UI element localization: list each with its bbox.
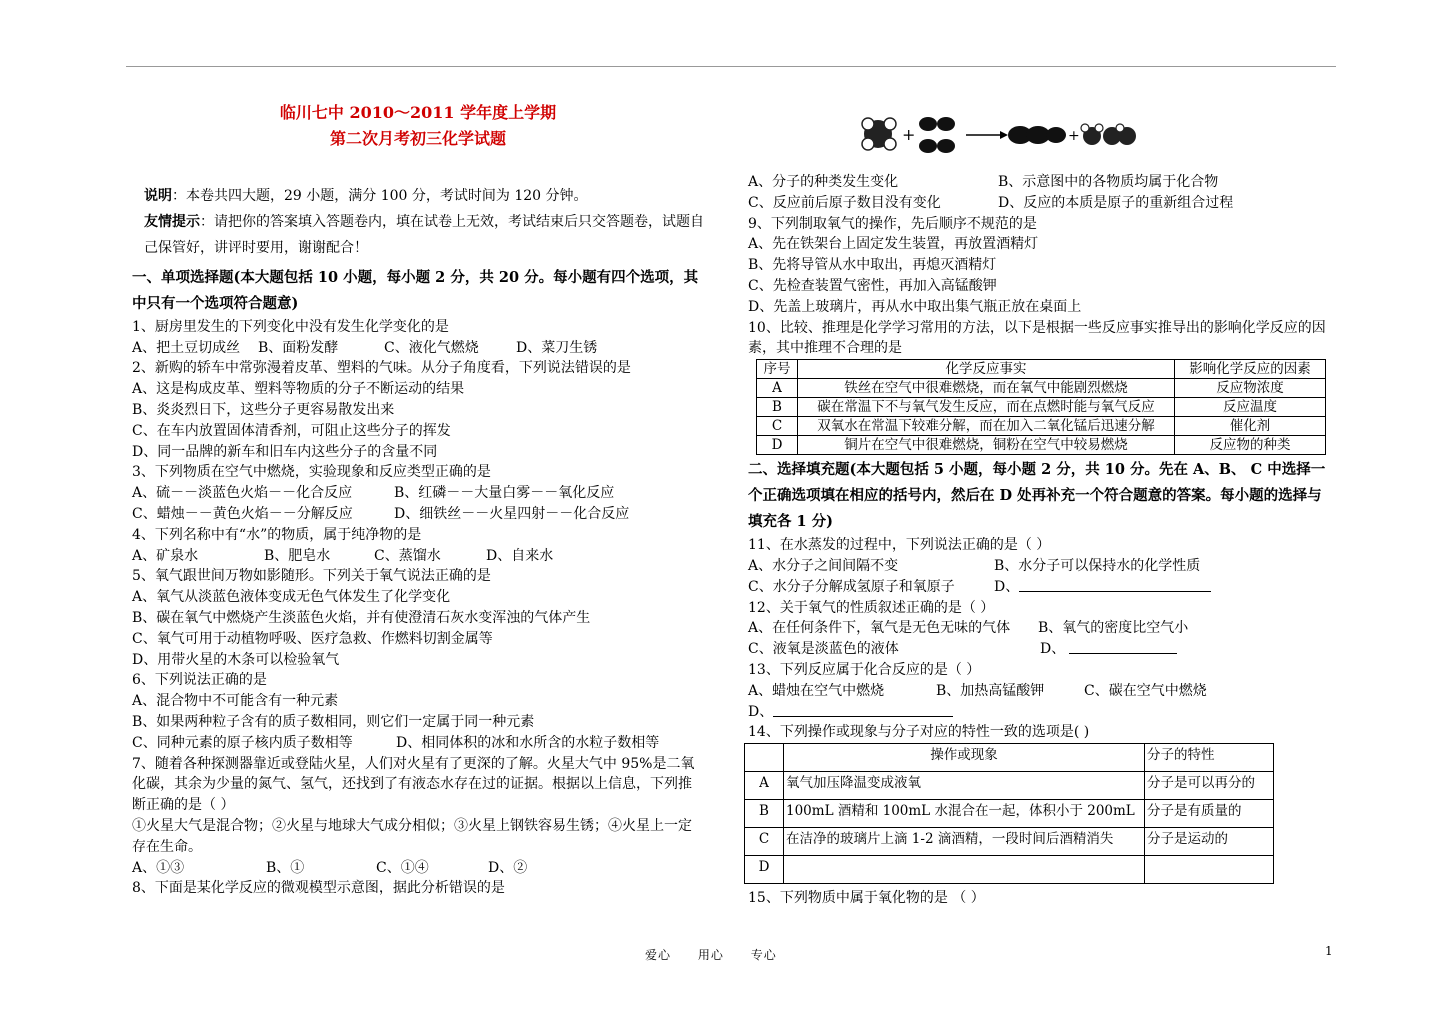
q6-option-b: B、如果两种粒子含有的质子数相同，则它们一定属于同一种元素 <box>132 713 535 730</box>
footer-text-1: 爱心 <box>645 948 672 962</box>
q7-statements: ①火星大气是混合物；②火星与地球大气成分相似；③火星上钢铁容易生锈；④火星上一定存在生命。 <box>132 817 692 855</box>
q4-option-b: B、肥皂水 <box>264 547 331 564</box>
table-cell: 铁丝在空气中很难燃烧，而在氧气中能剧烈燃烧 <box>798 379 1175 398</box>
table-cell: A <box>745 772 784 800</box>
table-cell: C <box>757 417 798 436</box>
q13-option-b: B、加热高锰酸钾 <box>936 682 1045 699</box>
q12-stem: 12、关于氧气的性质叙述正确的是（ ） <box>748 599 995 616</box>
q2-option-d: D、同一品牌的新车和旧车内这些分子的含量不同 <box>132 443 438 460</box>
exam-note <box>132 186 704 207</box>
q4-stem: 4、下列名称中有“水”的物质，属于纯净物的是 <box>132 526 422 543</box>
q3-option-a: A、硫－－淡蓝色火焰－－化合反应 <box>132 485 353 502</box>
reaction-arrow <box>966 131 1008 139</box>
q4-options <box>132 546 704 567</box>
q13-option-d: D、 <box>748 703 774 720</box>
exam-title-line1: 临川七中 2010～2011 学年度上学期 <box>279 103 557 122</box>
q7-option-b: B、① <box>266 859 305 876</box>
table-cell: 分子是有质量的 <box>1145 800 1274 828</box>
q3-options-ab <box>132 483 704 504</box>
q13-blank[interactable] <box>773 702 953 717</box>
q8-stem: 8、下面是某化学反应的微观模型示意图，据此分析错误的是 <box>132 880 505 897</box>
header-rule <box>126 66 1336 67</box>
table-row <box>757 417 1326 436</box>
section1-title: 一、单项选择题(本大题包括 10 小题，每小题 2 分，共 20 分。每小题有四个选项，其中只有一个选项符合题意) <box>132 268 699 312</box>
q1-option-b: B、面粉发酵 <box>258 339 339 356</box>
left-column <box>132 100 704 899</box>
table-row <box>757 398 1326 417</box>
q14-table <box>744 743 1274 884</box>
table-cell: B <box>757 398 798 417</box>
q5-option-c: C、氧气可用于动植物呼吸、医疗急救、作燃料切割金属等 <box>132 630 493 647</box>
q11-blank[interactable] <box>1019 577 1211 592</box>
q7-option-c: C、①④ <box>376 859 429 876</box>
footer-text-2: 用心 <box>697 948 724 962</box>
q6-options-cd <box>132 733 704 754</box>
q12-option-b: B、氧气的密度比空气小 <box>1038 620 1189 637</box>
q11-options-cd <box>748 577 1336 598</box>
q11-option-d: D、 <box>994 578 1020 595</box>
q4-option-c: C、蒸馏水 <box>374 547 441 564</box>
table-header-row <box>757 360 1326 379</box>
table-row <box>745 856 1274 884</box>
q6-stem: 6、下列说法正确的是 <box>132 672 267 689</box>
product-molecule-1 <box>1008 126 1066 144</box>
table-header-cell <box>745 744 784 772</box>
q7-option-d: D、② <box>488 859 528 876</box>
q9-option-d: D、先盖上玻璃片，再从水中取出集气瓶正放在桌面上 <box>748 298 1082 315</box>
q10-table <box>756 359 1326 455</box>
q3-option-d: D、细铁丝－－火星四射－－化合反应 <box>394 505 630 522</box>
table-cell: 反应温度 <box>1175 398 1326 417</box>
q12-option-c: C、液氧是淡蓝色的液体 <box>748 641 899 658</box>
footer-text-3: 专心 <box>750 948 777 962</box>
table-cell: A <box>757 379 798 398</box>
q9-option-c: C、先检查装置气密性，再加入高锰酸钾 <box>748 277 997 294</box>
q9-stem: 9、下列制取氧气的操作，先后顺序不规范的是 <box>748 215 1037 232</box>
q4-option-a: A、矿泉水 <box>132 547 199 564</box>
q14-stem: 14、下列操作或现象与分子对应的特性一致的选项是( ) <box>748 724 1090 741</box>
q2-option-c: C、在车内放置固体清香剂，可阻止这些分子的挥发 <box>132 422 451 439</box>
q7-stem: 7、随着各种探测器靠近或登陆火星，人们对火星有了更深的了解。火星大气中 95%是二氧化碳，其余为少量的氮气、氢气，还找到了有液态水存在过的证据。根据以上信息，下列推断正确的是（ ） <box>132 755 695 814</box>
q3-stem: 3、下列物质在空气中燃烧，实验现象和反应类型正确的是 <box>132 464 491 481</box>
q8-options-ab <box>748 172 1336 193</box>
table-cell: D <box>745 856 784 884</box>
table-row <box>745 800 1274 828</box>
q3-option-b: B、红磷－－大量白雾－－氧化反应 <box>394 485 615 502</box>
q2-stem: 2、新购的轿车中常弥漫着皮革、塑料的气味。从分子角度看，下列说法错误的是 <box>132 360 631 377</box>
table-cell: 铜片在空气中很难燃烧，铜粉在空气中较易燃烧 <box>798 436 1175 455</box>
q13-stem: 13、下列反应属于化合反应的是（ ） <box>748 661 981 678</box>
table-cell: 双氧水在常温下较难分解，而在加入二氧化锰后迅速分解 <box>798 417 1175 436</box>
table-row <box>757 379 1326 398</box>
table-row <box>745 772 1274 800</box>
table-cell: C <box>745 828 784 856</box>
q6-option-c: C、同种元素的原子核内质子数相等 <box>132 734 353 751</box>
q12-options-cd <box>748 639 1336 660</box>
table-row <box>745 828 1274 856</box>
q2-option-b: B、炎炎烈日下，这些分子更容易散发出来 <box>132 401 395 418</box>
q8-option-c: C、反应前后原子数目没有变化 <box>748 194 941 211</box>
q8-option-b: B、示意图中的各物质均属于化合物 <box>998 174 1219 190</box>
q5-option-a: A、氧气从淡蓝色液体变成无色气体发生了化学变化 <box>132 589 451 606</box>
q6-option-a: A、混合物中不可能含有一种元素 <box>132 693 339 710</box>
plus-sign-1: + <box>902 125 916 144</box>
tip-text: ：请把你的答案填入答题卷内，填在试卷上无效，考试结束后只交答题卷，试题自己保管好，讲评时要用，谢谢配合！ <box>144 213 704 256</box>
q12-option-d: D、 <box>1040 641 1066 658</box>
q3-option-c: C、蜡烛－－黄色火焰－－分解反应 <box>132 505 353 522</box>
q2-option-a: A、这是构成皮革、塑料等物质的分子不断运动的结果 <box>132 381 465 398</box>
table-cell: 氧气加压降温变成液氧 <box>784 772 1145 800</box>
exam-title-line2: 第二次月考初三化学试题 <box>329 129 506 148</box>
q1-option-d: D、菜刀生锈 <box>516 339 598 356</box>
q11-option-a: A、水分子之间间隔不变 <box>748 557 899 574</box>
q8-option-a: A、分子的种类发生变化 <box>748 174 899 190</box>
q15-stem: 15、下列物质中属于氧化物的是 （ ） <box>748 890 985 907</box>
q12-blank[interactable] <box>1069 639 1177 654</box>
q11-option-c: C、水分子分解成氢原子和氧原子 <box>748 578 955 595</box>
table-header-cell: 化学反应事实 <box>798 360 1175 379</box>
table-cell: 反应物浓度 <box>1175 379 1326 398</box>
page-footer <box>645 946 799 963</box>
q9-option-a: A、先在铁架台上固定发生装置，再放置酒精灯 <box>748 236 1039 253</box>
table-header-cell: 序号 <box>757 360 798 379</box>
table-cell[interactable] <box>784 856 1145 884</box>
table-header-cell: 分子的特性 <box>1145 744 1274 772</box>
table-cell[interactable] <box>1145 856 1274 884</box>
table-header-cell: 影响化学反应的因素 <box>1175 360 1326 379</box>
table-row <box>757 436 1326 455</box>
reaction-model-diagram <box>852 110 1152 160</box>
q13-option-c: C、碳在空气中燃烧 <box>1084 682 1207 699</box>
product-molecule-2 <box>1081 124 1136 145</box>
q9-option-b: B、先将导管从水中取出，再熄灭酒精灯 <box>748 257 997 274</box>
q11-stem: 11、在水蒸发的过程中，下列说法正确的是（ ） <box>748 537 1051 554</box>
q13-option-a: A、蜡烛在空气中燃烧 <box>748 682 885 699</box>
table-cell: 碳在常温下不与氧气发生反应，而在点燃时能与氧气反应 <box>798 398 1175 417</box>
q4-option-d: D、自来水 <box>486 547 554 564</box>
table-cell: 分子是可以再分的 <box>1145 772 1274 800</box>
page-number: 1 <box>1325 944 1333 958</box>
table-cell: B <box>745 800 784 828</box>
q11-option-b: B、水分子可以保持水的化学性质 <box>994 557 1201 574</box>
q1-option-c: C、液化气燃烧 <box>384 339 479 356</box>
q5-option-d: D、用带火星的木条可以检验氧气 <box>132 651 340 668</box>
q5-stem: 5、氧气跟世间万物如影随形。下列关于氧气说法正确的是 <box>132 568 491 585</box>
reactant-molecule-2 <box>919 117 955 153</box>
q10-stem: 10、比较、推理是化学学习常用的方法，以下是根据一些反应事实推导出的影响化学反应的因素，其中推理不合理的是 <box>748 319 1326 357</box>
friendly-tip <box>132 209 704 261</box>
note-label: 说明 <box>144 188 172 204</box>
q1-options <box>132 338 704 359</box>
q7-options <box>132 858 704 879</box>
q1-option-a: A、把土豆切成丝 <box>132 339 241 356</box>
table-cell: 催化剂 <box>1175 417 1326 436</box>
table-header-row <box>745 744 1274 772</box>
tip-label: 友情提示 <box>144 213 200 230</box>
table-cell: 分子是运动的 <box>1145 828 1274 856</box>
table-cell: 在洁净的玻璃片上滴 1-2 滴酒精，一段时间后酒精消失 <box>784 828 1145 856</box>
q13-option-d-row <box>748 702 1336 723</box>
reactant-molecule-1 <box>862 118 896 150</box>
q5-option-b: B、碳在氧气中燃烧产生淡蓝色火焰，并有使澄清石灰水变浑浊的气体产生 <box>132 609 591 626</box>
q12-option-a: A、在任何条件下，氧气是无色无味的气体 <box>748 620 1011 637</box>
q8-options-cd <box>748 193 1336 214</box>
table-cell: 100mL 酒精和 100mL 水混合在一起，体积小于 200mL <box>784 800 1145 828</box>
note-text: ：本卷共四大题，29 小题，满分 100 分，考试时间为 120 分钟。 <box>172 188 588 204</box>
table-header-cell: 操作或现象 <box>784 744 1145 772</box>
right-column <box>748 172 1336 909</box>
q1-stem: 1、厨房里发生的下列变化中没有发生化学变化的是 <box>132 318 449 335</box>
table-cell: D <box>757 436 798 455</box>
q11-options-ab <box>748 556 1336 577</box>
q6-option-d: D、相同体积的冰和水所含的水粒子数相等 <box>396 734 660 751</box>
q7-option-a: A、①③ <box>132 859 185 876</box>
q3-options-cd <box>132 504 704 525</box>
plus-sign-2: + <box>1068 128 1080 144</box>
q8-option-d: D、反应的本质是原子的重新组合过程 <box>998 194 1234 211</box>
q13-options-abc <box>748 681 1336 702</box>
section2-title: 二、选择填充题(本大题包括 5 小题，每小题 2 分，共 10 分。先在 A、B、 C 中选择一个正确选项填在相应的括号内，然后在 D 处再补充一个符合题意的答案。每小题的选择与填充各 1 分) <box>748 461 1326 531</box>
table-cell: 反应物的种类 <box>1175 436 1326 455</box>
q12-options-ab <box>748 618 1336 639</box>
